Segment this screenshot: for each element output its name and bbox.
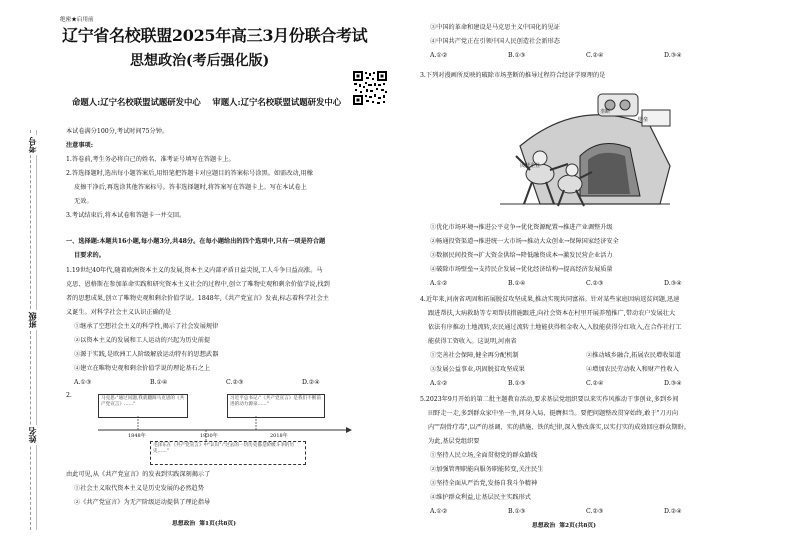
q3-choice: B.①④ [508, 280, 526, 287]
cartoon-label: 垄断 [600, 109, 611, 115]
q3-option: ②畅通投资渠道→推进统一大市场→推动大众创业→保障国家经济安全 [430, 238, 619, 245]
q5-option: ②加强管理职能向服务职能转变,关注民生 [430, 466, 544, 473]
notes-title: 注意事项: [66, 142, 94, 149]
q1-option: ③源于实践,是欧洲工人阶级解放运动特有的思想武器 [74, 351, 219, 358]
q4-option: ③发展公益事业,巩固脱贫攻坚成果 [430, 366, 525, 373]
q5-option: ③坚持全面从严治党,发扬自我斗争精神 [430, 480, 538, 487]
cartoon-label: 壁垒 [638, 117, 649, 123]
exam-info: 本试卷满分100分,考试时间75分钟。 [66, 128, 169, 135]
note-line: 2.答选择题时,选出每小题答案后,用铅笔把答题卡对应题目的答案标号涂黑。如需改动,用橡 [66, 170, 313, 177]
note-line: 1.答卷前,考生务必将自己的姓名、准考证号填写在答题卡上。 [66, 156, 235, 163]
cartoon-illustration [480, 86, 680, 214]
footer-page-1: 思想政治 第1页(共8页) [172, 521, 236, 527]
q1-choice: C.②③ [226, 379, 244, 386]
binding-line [36, 130, 37, 530]
name-label: 姓名 [27, 427, 37, 443]
timeline-box-1: 马克思:"通过问题,我就翻阅马克思的《共产党宣言》……" [98, 394, 188, 418]
q3-option: ③数据民间投资→扩大资金供给→降低融资成本→激发民营企业活力 [430, 252, 613, 259]
binding-strip [0, 0, 44, 551]
q4-choice: B.①③ [508, 380, 526, 387]
q2-option: ①社会主义取代资本主义是历史发展的必然趋势 [74, 485, 204, 492]
timeline-box-2: 习近平总书记:"《共产党宣言》是我们不断前进的动力源泉……" [227, 394, 325, 418]
exam-number-label: 考号 [27, 137, 37, 153]
q5-option: ④维护群众利益,让基层民主实践形式 [430, 494, 531, 501]
q1-stem-line: 义诞生。对科学社会主义认识正确的是 [66, 309, 172, 316]
q5-stem-line: 5.2023年9月开始的第二批主题教育活动,要求基层党组织要以来实作风推动干事创业,多到乡间 [420, 396, 679, 403]
q2-choice: A.①② [430, 52, 448, 59]
section-header: 一、选择题:本题共16小题,每小题3分,共48分。在每小题给出的四个选项中,只有一项是符合题 [66, 238, 326, 245]
class-label: 班级 [27, 312, 37, 328]
cut-line [30, 130, 31, 530]
q2-choice: D.③④ [664, 52, 682, 59]
q2-number: 2. [66, 392, 72, 399]
authors: 命题人:辽宁名校联盟试题研发中心 审题人:辽宁名校联盟试题研发中心 [72, 97, 342, 107]
q2-stem: 由此可见,从《共产党宣言》的发表到实践深刻揭示了 [66, 471, 211, 478]
q1-option: ①继承了空想社会主义的科学性,揭示了社会发展规律 [74, 323, 219, 330]
q1-option: ②以资本主义的发展和工人运动的兴起为历史前提 [74, 337, 211, 344]
q2-choice: B.①③ [508, 52, 526, 59]
q5-choice: C.②③ [586, 508, 604, 515]
q4-stem-line: 4.近年来,河南省巩固和拓展脱贫攻坚成果,推动实现共同富裕。针对某些家庭因病返贫问题,迅速 [420, 296, 680, 303]
q1-choice: B.①④ [150, 379, 168, 386]
q1-stem-line: 克思、恩格斯在参加革命实践和研究资本主义社会的过程中,创立了唯物史观和剩余价值学说,找到 [66, 281, 330, 288]
q2-option: ④中国共产党正在引领中国人民创造社会新形态 [430, 38, 560, 45]
q4-stem-line: 依法有序推动土地流转,农民通过流转土地能获得租金收入,入股能获得分红收入,在合作社打工 [428, 324, 682, 331]
q5-choice: D.②④ [664, 508, 682, 515]
q3-option: ①优化市场环境→推进公平竞争→优化资源配置→推进产业调整升级 [430, 224, 613, 231]
cartoon-label: 民营企业 [520, 163, 541, 169]
q2-option: ②《共产党宣言》为无产阶级运动提供了理论指导 [74, 499, 211, 506]
q3-choice: D.③④ [664, 280, 682, 287]
q2-option: ③中国的革命和建设是马克思主义中国化的见证 [430, 24, 560, 31]
q4-option: ②推动城乡融合,拓展农民增收渠道 [586, 352, 681, 359]
exam-title: 辽宁省名校联盟2025年高三3月份联合考试 [62, 26, 368, 45]
secret-label: 绝密★启用前 [60, 17, 94, 23]
q1-stem-line: 者的思想成果,创立了唯物史观和剩余价值学说。1848年,《共产党宣言》发表,标志着科学社会主 [66, 295, 329, 302]
q5-choice: B.①③ [508, 508, 526, 515]
q4-choice: C.②④ [586, 380, 604, 387]
q3-stem: 3.下列对漫画所反映的破除市场垄断的推导过程符合经济学原理的是 [420, 72, 606, 79]
footer-page-2: 思想政治 第2页(共8页) [532, 523, 596, 529]
q1-choice: D.②④ [302, 379, 320, 386]
q4-choice: D.③④ [664, 380, 682, 387]
note-line: 皮擦干净后,再选涂其他答案标号。答非选择题时,将答案写在答题卡上。写在本试卷上 [74, 184, 307, 191]
note-line: 3.考试结束后,将本试卷和答题卡一并交回。 [66, 212, 186, 219]
note-line: 无效。 [74, 198, 93, 205]
q3-choice: A.①② [430, 280, 448, 287]
q5-option: ①坚持人民立场,全面贯彻党的群众路线 [430, 452, 538, 459]
q4-choice: A.①② [430, 380, 448, 387]
exam-subtitle: 思想政治(考后强化版) [130, 53, 270, 69]
q5-choice: A.①② [430, 508, 448, 515]
q3-choice: C.②③ [586, 280, 604, 287]
q1-choice: A.①③ [74, 379, 92, 386]
qr-code-icon [352, 70, 388, 106]
q1-stem-line: 1.19世纪40年代,随着欧洲资本主义的发展,资本主义内部矛盾日益尖锐,工人斗争日益高涨。马 [66, 267, 323, 274]
q5-stem-line: 内""刮骨疗毒",以严的基调、实的措施、铁的纪律,深入整改落实,以实打实的成效回应群众期盼。 [428, 424, 690, 431]
q4-option: ①完善社会保障,健全再分配机制 [430, 352, 519, 359]
q4-stem-line: 能获得工资收入。这说明,河南省 [428, 338, 517, 345]
q5-stem-line: 为此,基层党组织要 [428, 438, 480, 445]
q4-option: ④增加农民劳动收入和财产性收入 [586, 366, 679, 373]
section-header-cont: 目要求的。 [74, 252, 105, 259]
q4-stem-line: 跟进帮扶,大病救助等专项帮扶措施跟进,向社会资本在村里开展养殖推广,带动农户发展壮大 [428, 310, 676, 317]
timeline-year: 1930年 [200, 433, 218, 439]
q5-stem-line: 田野走一走,多到群众家中坐一坐,问身入局、挺膺担当。要把问题整改贯穿始终,敢于"刀刃向 [428, 410, 679, 417]
q3-option: ④破除市场壁垒→支持民企发展→优化经济结构→提高经济发展质量 [430, 266, 613, 273]
timeline-year: 2018年 [270, 433, 288, 439]
q1-option: ④建立在唯物史观和剩余价值学说的理论基石之上 [74, 365, 211, 372]
timeline-box-3: 毛泽东在《共产党宣言》中"认识":"过去的一切历史都是阶级斗争的历史……" [150, 441, 306, 465]
q2-choice: C.②④ [586, 52, 604, 59]
timeline-year: 1848年 [128, 433, 146, 439]
